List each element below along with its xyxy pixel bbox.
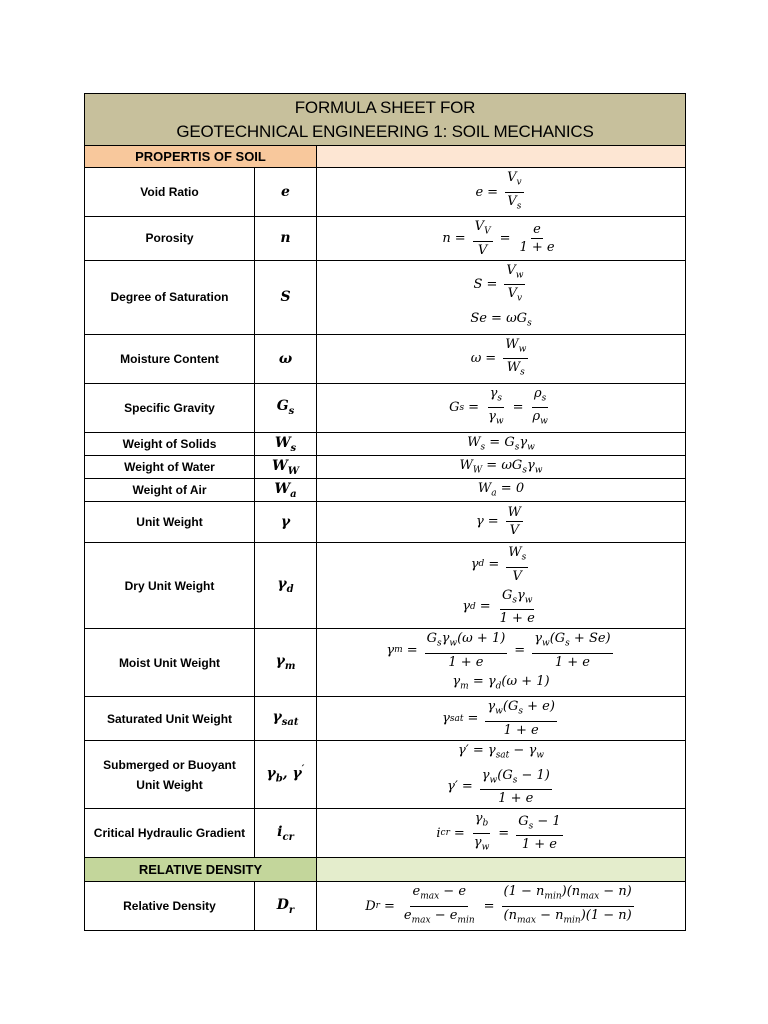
row-name: Dry Unit Weight — [85, 542, 255, 628]
row-name: Weight of Water — [85, 455, 255, 478]
row-degree-saturation — [85, 260, 686, 334]
row-symbol: $G_s$ — [255, 383, 317, 432]
row-symbol: $W_s$ — [255, 432, 317, 455]
row-symbol: $W_a$ — [255, 478, 317, 501]
row-symbol: $\gamma_d$ — [255, 542, 317, 628]
title-line-1: FORMULA SHEET FOR — [294, 97, 476, 117]
row-weight-solids — [85, 432, 686, 455]
row-name-line-1: Submerged or Buoyant — [103, 757, 236, 772]
row-formula: γ = $\frac{W}{V}$ — [317, 501, 686, 542]
row-relative-density — [85, 882, 686, 931]
row-symbol: S — [255, 260, 317, 334]
row-submerged-unit-weight — [85, 740, 686, 808]
row-symbol: e — [255, 168, 317, 217]
row-formula: γ sat = $\frac{\gamma_w(G_s + e)}{1 + e}$ — [317, 697, 686, 741]
row-moisture-content — [85, 334, 686, 383]
row-symbol: $\gamma_{sat}$ — [255, 697, 317, 741]
row-saturated-unit-weight — [85, 697, 686, 741]
row-formula: e = $\frac{V_v}{V_s}$ — [317, 168, 686, 217]
row-name: Weight of Solids — [85, 432, 255, 455]
row-formula: S = $\frac{V_w}{V_v}$ $Se = \omega G_s$ — [317, 260, 686, 334]
row-formula: $W_a = 0$ — [317, 478, 686, 501]
section-properties-label: PROPERTIS OF SOIL — [85, 146, 317, 168]
row-name: Moist Unit Weight — [85, 629, 255, 697]
row-formula: n = $\frac{V_V}{V}$ = $\frac{e}{1 + e}$ — [317, 217, 686, 261]
row-name: Saturated Unit Weight — [85, 697, 255, 741]
row-void-ratio — [85, 168, 686, 217]
row-formula: γ d = $\frac{W_s}{V}$ γ d = $\frac{G_s\gamma_w}{1 + e}$ — [317, 542, 686, 628]
row-formula: G s = $\frac{\gamma_s}{\gamma_w}$ = $\frac{\rho_s}{\rho_w}$ — [317, 383, 686, 432]
row-weight-water — [85, 455, 686, 478]
row-name: Degree of Saturation — [85, 260, 255, 334]
row-name: Unit Weight — [85, 501, 255, 542]
row-name — [85, 740, 255, 808]
row-formula: D r = $\frac{e_{max} - e}{e_{max} - e_{min}}$ = $\frac{(1 - n_{min})(n_{max} - n)}{(n_{max} - n_{min})(1 - n)}$ — [317, 882, 686, 931]
row-formula: $W_W = \omega G_s\gamma_w$ — [317, 455, 686, 478]
row-name: Moisture Content — [85, 334, 255, 383]
row-porosity — [85, 217, 686, 261]
row-symbol: $D_r$ — [255, 882, 317, 931]
row-formula: γ m = $\frac{G_s\gamma_w(\omega + 1)}{1 + e}$ = $\frac{\gamma_w(G_s + Se)}{1 + e}$ $\gamma_m = \gamma_d(\omega + 1)$ — [317, 629, 686, 697]
section-relative-density-label: RELATIVE DENSITY — [85, 858, 317, 882]
row-dry-unit-weight — [85, 542, 686, 628]
row-moist-unit-weight — [85, 629, 686, 697]
row-symbol: n — [255, 217, 317, 261]
row-formula: $\gamma' = \gamma_{sat} - \gamma_w$ γ′ = $\frac{\gamma_w(G_s - 1)}{1 + e}$ — [317, 740, 686, 808]
row-name: Void Ratio — [85, 168, 255, 217]
section-relative-density-fill — [317, 858, 686, 882]
title-line-2: GEOTECHNICAL ENGINEERING 1: SOIL MECHANICS — [176, 121, 594, 141]
row-symbol: $\gamma_m$ — [255, 629, 317, 697]
row-weight-air — [85, 478, 686, 501]
row-symbol: ω — [255, 334, 317, 383]
row-name: Weight of Air — [85, 478, 255, 501]
row-symbol: $W_W$ — [255, 455, 317, 478]
sheet-title — [85, 94, 686, 146]
row-symbol: γ — [255, 501, 317, 542]
row-name-line-2: Unit Weight — [136, 777, 203, 792]
row-formula: ω = $\frac{W_w}{W_s}$ — [317, 334, 686, 383]
section-properties-fill — [317, 146, 686, 168]
row-specific-gravity — [85, 383, 686, 432]
row-critical-gradient — [85, 809, 686, 858]
row-symbol: $\gamma_b$, γ′ — [255, 740, 317, 808]
formula-table — [84, 93, 686, 931]
row-name: Relative Density — [85, 882, 255, 931]
row-unit-weight — [85, 501, 686, 542]
row-formula: i cr = $\frac{\gamma_b}{\gamma_w}$ = $\frac{G_s - 1}{1 + e}$ — [317, 809, 686, 858]
row-symbol: $i_{cr}$ — [255, 809, 317, 858]
row-formula: $W_s = G_s\gamma_w$ — [317, 432, 686, 455]
row-name: Porosity — [85, 217, 255, 261]
row-name: Critical Hydraulic Gradient — [85, 809, 255, 858]
row-name: Specific Gravity — [85, 383, 255, 432]
